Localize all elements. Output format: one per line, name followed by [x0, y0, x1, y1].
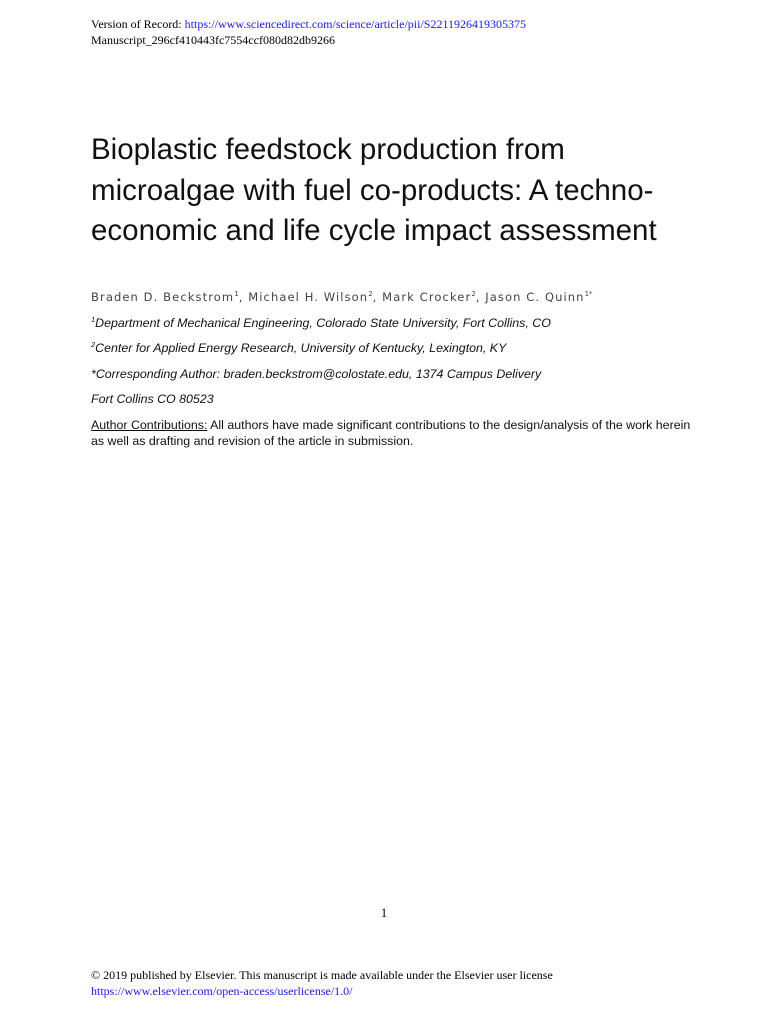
author-separator: , [475, 290, 486, 304]
author-name: Mark Crocker [382, 290, 472, 304]
license-link[interactable]: https://www.elsevier.com/open-access/userlicense/1.0/ [91, 984, 353, 998]
page-number: 1 [380, 906, 388, 920]
version-label: Version of Record: [91, 17, 182, 31]
author-name: Jason C. Quinn [485, 290, 585, 304]
manuscript-id: Manuscript_296cf410443fc7554ccf080d82db9266 [91, 33, 335, 47]
contributions-label: Author Contributions: [91, 418, 208, 432]
page-footer [91, 967, 731, 999]
author-affiliation-mark: 2 [471, 290, 476, 298]
affiliation-text: Department of Mechanical Engineering, Colorado State University, Fort Collins, CO [95, 316, 551, 330]
affiliation-mark: 2 [91, 340, 96, 349]
affiliation-1 [91, 315, 711, 331]
contributions-text: All authors have made significant contributions to the design/analysis of the work herein as well as drafting and revision of the article in submission. [91, 418, 691, 448]
license-text: © 2019 published by Elsevier. This manuscript is made available under the Elsevier user license [91, 968, 553, 982]
paper-title: Bioplastic feedstock production from microalgae with fuel co-products: A techno-economic and life cycle impact assessment [91, 133, 657, 247]
author-affiliation-mark: 1* [584, 290, 593, 298]
version-of-record-link[interactable]: https://www.sciencedirect.com/science/article/pii/S2211926419305375 [184, 17, 527, 31]
author-name: Michael H. Wilson [248, 290, 369, 304]
author-contributions [91, 417, 691, 449]
page-header [91, 16, 711, 48]
affiliation-2 [91, 340, 711, 356]
corresponding-address: Fort Collins CO 80523 [91, 392, 214, 406]
author-affiliation-mark: 2 [368, 290, 373, 298]
version-of-record-line [91, 16, 711, 32]
author-list [91, 290, 711, 304]
corresponding-author: *Corresponding Author: braden.beckstrom@colostate.edu, 1374 Campus Delivery [91, 367, 542, 381]
author-separator: , [238, 290, 249, 304]
author-affiliation-mark: 1 [234, 290, 239, 298]
author-separator: , [372, 290, 383, 304]
affiliation-mark: 1 [91, 315, 96, 324]
affiliation-text: Center for Applied Energy Research, University of Kentucky, Lexington, KY [95, 341, 507, 355]
author-name: Braden D. Beckstrom [91, 290, 235, 304]
